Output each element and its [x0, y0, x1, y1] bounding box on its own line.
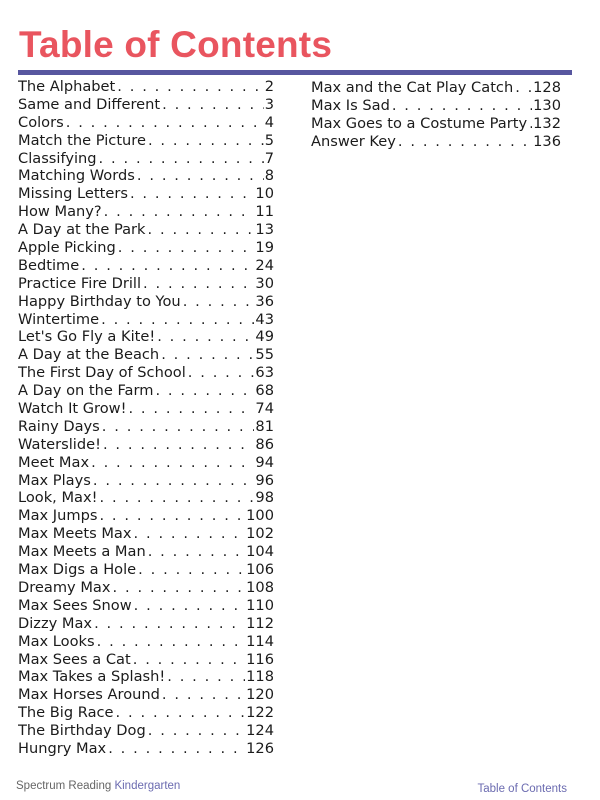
toc-entry-page: 11 — [255, 203, 274, 221]
toc-entry-title: A Day on the Farm — [18, 382, 154, 400]
toc-entry — [18, 311, 274, 329]
toc-entry-page: 24 — [255, 256, 274, 274]
page-title: Table of Contents — [19, 24, 333, 65]
toc-entry-page: 136 — [533, 132, 561, 150]
toc-entry — [18, 167, 274, 185]
dot-leader — [133, 651, 245, 669]
toc-entry-page: 120 — [246, 686, 274, 704]
dot-leader — [116, 704, 246, 722]
toc-entry — [18, 597, 274, 615]
dot-leader — [398, 133, 532, 151]
dot-leader — [97, 633, 246, 651]
toc-entry-title: Colors — [18, 113, 64, 131]
dot-leader — [103, 436, 254, 454]
toc-entry — [311, 115, 561, 133]
toc-entry-title: Wintertime — [18, 310, 100, 328]
toc-entry-page: 4 — [264, 113, 274, 131]
toc-entry-title: Rainy Days — [18, 417, 100, 435]
toc-entry — [18, 275, 274, 293]
dot-leader — [161, 346, 254, 364]
toc-entry — [18, 346, 274, 364]
toc-entry-page: 128 — [533, 79, 561, 96]
dot-leader — [118, 239, 255, 257]
toc-entry — [18, 489, 274, 507]
dot-leader — [104, 203, 255, 221]
footer-section-title: Table of Contents — [477, 783, 567, 795]
toc-entry-title: Max Meets a Man — [18, 543, 146, 561]
dot-leader — [162, 96, 264, 114]
toc-entry-title: The Birthday Dog — [18, 722, 146, 740]
toc-entry — [18, 472, 274, 490]
dot-leader — [162, 686, 245, 704]
toc-entry — [18, 185, 274, 203]
toc-entry — [18, 668, 274, 686]
toc-entry — [18, 633, 274, 651]
toc-entry-page: 112 — [246, 614, 274, 632]
toc-entry — [18, 150, 274, 168]
dot-leader — [148, 132, 264, 150]
toc-entry-page: 19 — [255, 239, 274, 257]
toc-entry-page: 63 — [255, 364, 274, 382]
toc-entry-title: Answer Key — [311, 132, 396, 150]
toc-entry — [18, 96, 274, 114]
toc-entry-page: 108 — [246, 578, 274, 596]
dot-leader — [108, 740, 245, 758]
toc-entry-page: 13 — [255, 221, 274, 239]
dot-leader — [130, 185, 254, 203]
dot-leader — [93, 472, 255, 490]
toc-entry — [18, 293, 274, 311]
toc-entry-title: Dizzy Max — [18, 614, 93, 632]
dot-leader — [101, 311, 254, 329]
dot-leader — [392, 97, 532, 115]
toc-entry-page: 116 — [246, 650, 274, 668]
toc-entry-page: 86 — [255, 435, 274, 453]
toc-entry-title: Max Goes to a Costume Party — [311, 114, 528, 132]
toc-entry-title: Let's Go Fly a Kite! — [18, 328, 156, 346]
dot-leader — [137, 167, 264, 185]
toc-entry-title: The First Day of School — [18, 364, 186, 382]
dot-leader — [99, 150, 264, 168]
toc-entry-page: 94 — [255, 453, 274, 471]
toc-entry-title: Missing Letters — [18, 185, 128, 203]
toc-entry-title: Max Is Sad — [311, 96, 390, 114]
dot-leader — [117, 78, 263, 96]
toc-entry-page: 3 — [264, 95, 274, 113]
dot-leader — [91, 454, 254, 472]
dot-leader — [99, 489, 254, 507]
dot-leader — [134, 525, 246, 543]
toc-entry — [18, 364, 274, 382]
toc-entry-title: Max Digs a Hole — [18, 561, 137, 579]
toc-entry — [18, 454, 274, 472]
toc-entry-title: Matching Words — [18, 167, 135, 185]
dot-leader — [128, 400, 254, 418]
toc-entry — [18, 78, 274, 96]
toc-entry-page: 96 — [255, 471, 274, 489]
toc-entry-page: 106 — [246, 561, 274, 579]
toc-entry — [18, 328, 274, 346]
toc-entry-page: 114 — [246, 632, 274, 650]
toc-entry-title: Max Sees Snow — [18, 596, 132, 614]
toc-left-column — [18, 78, 274, 758]
toc-entry-title: The Big Race — [18, 704, 114, 722]
toc-entry — [18, 203, 274, 221]
toc-entry-title: Meet Max — [18, 453, 90, 471]
toc-entry-title: Max Sees a Cat — [18, 650, 131, 668]
toc-entry-title: Max Takes a Splash! — [18, 668, 166, 686]
dot-leader — [143, 275, 254, 293]
toc-entry — [18, 686, 274, 704]
toc-entry-page: 104 — [246, 543, 274, 561]
dot-leader — [94, 615, 245, 633]
toc-entry-title: A Day at the Park — [18, 221, 146, 239]
toc-entry — [18, 561, 274, 579]
toc-entry-page: 74 — [255, 400, 274, 418]
dot-leader — [134, 597, 245, 615]
toc-entry — [18, 418, 274, 436]
toc-entry-page: 43 — [255, 310, 274, 328]
toc-entry-title: Hungry Max — [18, 739, 107, 757]
toc-entry-page: 98 — [255, 489, 274, 507]
toc-entry — [18, 400, 274, 418]
dot-leader — [188, 364, 255, 382]
dot-leader — [148, 221, 255, 239]
toc-entry — [18, 257, 274, 275]
toc-entry-page: 30 — [255, 274, 274, 292]
dot-leader — [167, 668, 245, 686]
toc-entry — [18, 507, 274, 525]
toc-entry — [18, 704, 274, 722]
toc-entry-page: 122 — [246, 704, 274, 722]
toc-entry-title: Same and Different — [18, 95, 161, 113]
toc-entry-title: Max Meets Max — [18, 525, 132, 543]
toc-entry — [311, 133, 561, 151]
toc-entry-page: 8 — [264, 167, 274, 185]
toc-entry-title: Max Jumps — [18, 507, 98, 525]
dot-leader — [155, 382, 254, 400]
toc-entry — [18, 525, 274, 543]
toc-entry — [18, 114, 274, 132]
toc-entry-title: Practice Fire Drill — [18, 274, 142, 292]
toc-entry — [18, 651, 274, 669]
toc-right-column — [311, 79, 561, 151]
footer-book-title — [16, 780, 180, 792]
toc-entry — [18, 740, 274, 758]
toc-entry-title: Apple Picking — [18, 239, 116, 257]
toc-entry-page: 10 — [255, 185, 274, 203]
toc-entry-title: Match the Picture — [18, 131, 146, 149]
toc-entry-page: 124 — [246, 722, 274, 740]
toc-entry — [18, 579, 274, 597]
toc-entry — [311, 79, 561, 97]
dot-leader — [183, 293, 255, 311]
toc-entry-title: The Alphabet — [18, 78, 116, 95]
toc-entry-title: Waterslide! — [18, 435, 101, 453]
dot-leader — [113, 579, 246, 597]
dot-leader — [529, 115, 532, 133]
toc-entry — [18, 132, 274, 150]
toc-entry-page: 110 — [246, 596, 274, 614]
toc-entry-page: 7 — [264, 149, 274, 167]
dot-leader — [148, 722, 245, 740]
toc-entry — [18, 382, 274, 400]
toc-entry-page: 102 — [246, 525, 274, 543]
toc-entry-title: Bedtime — [18, 256, 80, 274]
toc-entry-title: How Many? — [18, 203, 102, 221]
toc-entry-title: Dreamy Max — [18, 578, 111, 596]
toc-entry-title: Happy Birthday to You — [18, 292, 181, 310]
toc-entry-page: 132 — [533, 114, 561, 132]
toc-entry-page: 68 — [255, 382, 274, 400]
dot-leader — [81, 257, 254, 275]
dot-leader — [157, 328, 254, 346]
dot-leader — [99, 507, 245, 525]
toc-entry — [18, 239, 274, 257]
toc-entry-page: 126 — [246, 739, 274, 757]
toc-entry-title: Max Looks — [18, 632, 95, 650]
toc-entry-title: Max and the Cat Play Catch — [311, 79, 514, 96]
footer-series: Spectrum Reading — [16, 780, 112, 792]
toc-entry-title: Look, Max! — [18, 489, 98, 507]
toc-entry-page: 130 — [533, 96, 561, 114]
dot-leader — [148, 543, 245, 561]
toc-entry-title: Classifying — [18, 149, 97, 167]
toc-entry-page: 81 — [255, 417, 274, 435]
footer-grade: Kindergarten — [114, 780, 181, 792]
toc-entry-page: 2 — [264, 78, 274, 95]
toc-entry — [18, 722, 274, 740]
toc-entry-page: 49 — [255, 328, 274, 346]
toc-entry-title: A Day at the Beach — [18, 346, 160, 364]
toc-entry-title: Max Horses Around — [18, 686, 160, 704]
dot-leader — [138, 561, 245, 579]
toc-entry-page: 5 — [264, 131, 274, 149]
toc-entry-page: 118 — [246, 668, 274, 686]
toc-entry — [18, 615, 274, 633]
toc-entry-title: Watch It Grow! — [18, 400, 127, 418]
toc-entry — [311, 97, 561, 115]
toc-entry — [18, 436, 274, 454]
dot-leader — [102, 418, 255, 436]
title-rule — [18, 70, 572, 75]
dot-leader — [66, 114, 264, 132]
toc-entry-page: 36 — [255, 292, 274, 310]
toc-entry-title: Max Plays — [18, 471, 91, 489]
toc-entry-page: 100 — [246, 507, 274, 525]
dot-leader — [515, 79, 532, 97]
toc-entry — [18, 543, 274, 561]
toc-entry — [18, 221, 274, 239]
toc-entry-page: 55 — [255, 346, 274, 364]
